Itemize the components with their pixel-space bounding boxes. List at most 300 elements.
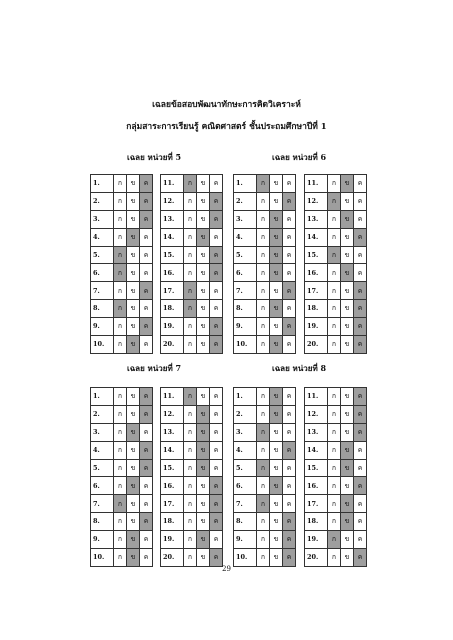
table-row	[305, 405, 367, 423]
correct-answer-cell: ค	[354, 318, 367, 336]
question-number: 18.	[161, 300, 184, 318]
page-number: 29	[222, 565, 231, 573]
question-number: 17.	[161, 282, 184, 300]
correct-answer-cell: ค	[210, 477, 223, 495]
option-cell: ค	[354, 495, 367, 513]
table-row	[234, 300, 296, 318]
table-row	[161, 192, 223, 210]
table-row	[161, 549, 223, 567]
option-cell: ข	[341, 300, 354, 318]
table-row	[305, 318, 367, 336]
correct-answer-cell: ข	[270, 388, 283, 406]
question-number: 15.	[161, 246, 184, 264]
option-cell: ค	[210, 405, 223, 423]
option-cell: ก	[184, 495, 197, 513]
correct-answer-cell: ก	[114, 495, 127, 513]
question-number: 4.	[234, 441, 257, 459]
option-cell: ข	[341, 423, 354, 441]
option-cell: ข	[341, 192, 354, 210]
table-row	[91, 459, 153, 477]
option-cell: ข	[341, 246, 354, 264]
table-row	[161, 210, 223, 228]
question-number: 19.	[305, 531, 328, 549]
doc-title-line1: เฉลยข้อสอบพัฒนาทักษะการคิดวิเคราะห์	[152, 100, 301, 110]
table-row	[305, 441, 367, 459]
correct-answer-cell: ก	[184, 282, 197, 300]
option-cell: ก	[257, 192, 270, 210]
correct-answer-cell: ก	[328, 246, 341, 264]
correct-answer-cell: ข	[341, 175, 354, 193]
table-row	[234, 246, 296, 264]
option-cell: ค	[283, 495, 296, 513]
option-cell: ข	[127, 300, 140, 318]
question-number: 9.	[91, 318, 114, 336]
option-cell: ข	[197, 549, 210, 567]
table-row	[234, 513, 296, 531]
correct-answer-cell: ข	[197, 423, 210, 441]
table-row	[305, 459, 367, 477]
option-cell: ข	[270, 175, 283, 193]
answer-table-unit6-col1	[233, 174, 296, 354]
option-cell: ก	[328, 264, 341, 282]
answer-table-unit8-col1	[233, 387, 296, 567]
option-cell: ค	[283, 405, 296, 423]
table-row	[234, 175, 296, 193]
option-cell: ข	[341, 531, 354, 549]
option-cell: ข	[270, 549, 283, 567]
correct-answer-cell: ข	[341, 513, 354, 531]
question-number: 3.	[91, 210, 114, 228]
question-number: 8.	[91, 513, 114, 531]
option-cell: ค	[210, 282, 223, 300]
option-cell: ก	[328, 282, 341, 300]
question-number: 8.	[234, 513, 257, 531]
correct-answer-cell: ข	[270, 246, 283, 264]
table-row	[305, 282, 367, 300]
table-row	[305, 175, 367, 193]
table-row	[161, 423, 223, 441]
correct-answer-cell: ข	[197, 531, 210, 549]
option-cell: ข	[127, 192, 140, 210]
correct-answer-cell: ข	[127, 531, 140, 549]
option-cell: ก	[114, 175, 127, 193]
question-number: 17.	[305, 282, 328, 300]
option-cell: ค	[283, 459, 296, 477]
unit-title-5: เฉลย หน่วยที่ 5	[127, 152, 182, 162]
correct-answer-cell: ข	[270, 477, 283, 495]
question-number: 20.	[161, 336, 184, 354]
option-cell: ก	[114, 405, 127, 423]
option-cell: ก	[257, 549, 270, 567]
table-row	[305, 549, 367, 567]
table-row	[234, 318, 296, 336]
table-row	[161, 175, 223, 193]
option-cell: ค	[210, 441, 223, 459]
table-row	[305, 228, 367, 246]
question-number: 2.	[91, 405, 114, 423]
option-cell: ค	[210, 423, 223, 441]
correct-answer-cell: ข	[127, 228, 140, 246]
unit-title-6: เฉลย หน่วยที่ 6	[272, 152, 327, 162]
option-cell: ก	[257, 210, 270, 228]
option-cell: ค	[140, 228, 153, 246]
table-row	[234, 264, 296, 282]
question-number: 17.	[161, 495, 184, 513]
option-cell: ค	[210, 228, 223, 246]
correct-answer-cell: ก	[114, 246, 127, 264]
correct-answer-cell: ข	[127, 477, 140, 495]
question-number: 17.	[305, 495, 328, 513]
table-row	[91, 477, 153, 495]
correct-answer-cell: ค	[354, 228, 367, 246]
option-cell: ข	[341, 318, 354, 336]
option-cell: ก	[184, 192, 197, 210]
option-cell: ข	[197, 264, 210, 282]
correct-answer-cell: ข	[270, 264, 283, 282]
table-row	[91, 495, 153, 513]
option-cell: ค	[354, 513, 367, 531]
question-number: 7.	[91, 282, 114, 300]
question-number: 2.	[234, 405, 257, 423]
table-row	[234, 495, 296, 513]
question-number: 1.	[234, 388, 257, 406]
question-number: 16.	[161, 477, 184, 495]
option-cell: ค	[283, 246, 296, 264]
table-row	[91, 210, 153, 228]
question-number: 7.	[234, 495, 257, 513]
option-cell: ข	[127, 175, 140, 193]
question-number: 4.	[91, 228, 114, 246]
option-cell: ก	[114, 388, 127, 406]
question-number: 13.	[161, 210, 184, 228]
question-number: 18.	[305, 513, 328, 531]
question-number: 8.	[91, 300, 114, 318]
correct-answer-cell: ค	[210, 549, 223, 567]
option-cell: ข	[270, 192, 283, 210]
option-cell: ข	[127, 246, 140, 264]
correct-answer-cell: ก	[328, 192, 341, 210]
correct-answer-cell: ข	[127, 423, 140, 441]
option-cell: ก	[114, 549, 127, 567]
option-cell: ค	[354, 459, 367, 477]
option-cell: ข	[197, 210, 210, 228]
correct-answer-cell: ค	[354, 388, 367, 406]
option-cell: ก	[184, 405, 197, 423]
option-cell: ค	[354, 210, 367, 228]
option-cell: ก	[184, 423, 197, 441]
question-number: 3.	[234, 423, 257, 441]
question-number: 10.	[91, 549, 114, 567]
option-cell: ก	[328, 300, 341, 318]
table-row	[305, 210, 367, 228]
correct-answer-cell: ค	[140, 405, 153, 423]
option-cell: ก	[114, 210, 127, 228]
question-number: 16.	[305, 477, 328, 495]
option-cell: ข	[197, 300, 210, 318]
correct-answer-cell: ก	[184, 388, 197, 406]
option-cell: ค	[140, 495, 153, 513]
correct-answer-cell: ค	[210, 513, 223, 531]
doc-title-line2: กลุ่มสาระการเรียนรู้ คณิตศาสตร์ ชั้นประถมศึกษาปีที่ 1	[126, 122, 327, 132]
table-row	[305, 300, 367, 318]
table-row	[234, 192, 296, 210]
option-cell: ข	[270, 441, 283, 459]
question-number: 14.	[305, 441, 328, 459]
question-number: 20.	[305, 336, 328, 354]
option-cell: ค	[140, 531, 153, 549]
option-cell: ค	[140, 423, 153, 441]
table-row	[305, 264, 367, 282]
correct-answer-cell: ข	[270, 405, 283, 423]
table-row	[234, 531, 296, 549]
table-row	[234, 210, 296, 228]
option-cell: ก	[184, 531, 197, 549]
option-cell: ก	[184, 318, 197, 336]
question-number: 15.	[305, 459, 328, 477]
correct-answer-cell: ค	[354, 405, 367, 423]
table-row	[161, 495, 223, 513]
option-cell: ก	[184, 549, 197, 567]
question-number: 14.	[161, 441, 184, 459]
correct-answer-cell: ก	[328, 531, 341, 549]
table-row	[91, 549, 153, 567]
table-row	[161, 300, 223, 318]
question-number: 11.	[161, 175, 184, 193]
correct-answer-cell: ค	[283, 441, 296, 459]
question-number: 18.	[161, 513, 184, 531]
option-cell: ข	[270, 282, 283, 300]
correct-answer-cell: ก	[257, 459, 270, 477]
option-cell: ข	[341, 549, 354, 567]
correct-answer-cell: ค	[354, 300, 367, 318]
correct-answer-cell: ก	[184, 175, 197, 193]
option-cell: ค	[283, 388, 296, 406]
question-number: 5.	[91, 246, 114, 264]
table-row	[91, 192, 153, 210]
table-row	[91, 246, 153, 264]
question-number: 7.	[91, 495, 114, 513]
table-row	[161, 228, 223, 246]
question-number: 1.	[234, 175, 257, 193]
option-cell: ข	[197, 246, 210, 264]
question-number: 6.	[234, 477, 257, 495]
unit-title-7: เฉลย หน่วยที่ 7	[127, 363, 182, 373]
question-number: 20.	[305, 549, 328, 567]
correct-answer-cell: ค	[140, 175, 153, 193]
question-number: 15.	[161, 459, 184, 477]
correct-answer-cell: ข	[270, 210, 283, 228]
question-number: 14.	[161, 228, 184, 246]
table-row	[161, 336, 223, 354]
question-number: 10.	[234, 549, 257, 567]
option-cell: ค	[354, 246, 367, 264]
option-cell: ก	[114, 531, 127, 549]
option-cell: ก	[184, 441, 197, 459]
option-cell: ก	[257, 264, 270, 282]
correct-answer-cell: ข	[341, 459, 354, 477]
correct-answer-cell: ค	[283, 192, 296, 210]
question-number: 8.	[234, 300, 257, 318]
table-row	[234, 459, 296, 477]
table-row	[91, 405, 153, 423]
option-cell: ข	[127, 264, 140, 282]
option-cell: ก	[257, 477, 270, 495]
option-cell: ก	[328, 388, 341, 406]
option-cell: ข	[270, 318, 283, 336]
option-cell: ข	[197, 318, 210, 336]
question-number: 2.	[234, 192, 257, 210]
option-cell: ข	[341, 477, 354, 495]
option-cell: ข	[197, 175, 210, 193]
correct-answer-cell: ข	[270, 336, 283, 354]
question-number: 18.	[305, 300, 328, 318]
table-row	[91, 228, 153, 246]
option-cell: ค	[140, 549, 153, 567]
option-cell: ค	[210, 175, 223, 193]
option-cell: ค	[140, 246, 153, 264]
option-cell: ก	[257, 531, 270, 549]
option-cell: ก	[257, 388, 270, 406]
option-cell: ก	[184, 246, 197, 264]
option-cell: ก	[328, 210, 341, 228]
option-cell: ก	[114, 228, 127, 246]
correct-answer-cell: ค	[283, 531, 296, 549]
table-row	[91, 300, 153, 318]
table-row	[234, 423, 296, 441]
question-number: 6.	[234, 264, 257, 282]
option-cell: ก	[114, 477, 127, 495]
question-number: 2.	[91, 192, 114, 210]
table-row	[305, 513, 367, 531]
correct-answer-cell: ข	[341, 495, 354, 513]
option-cell: ข	[197, 282, 210, 300]
correct-answer-cell: ค	[354, 549, 367, 567]
option-cell: ค	[210, 300, 223, 318]
option-cell: ก	[184, 228, 197, 246]
option-cell: ค	[283, 175, 296, 193]
option-cell: ก	[328, 175, 341, 193]
option-cell: ข	[341, 336, 354, 354]
option-cell: ก	[257, 282, 270, 300]
option-cell: ก	[257, 405, 270, 423]
option-cell: ข	[197, 336, 210, 354]
question-number: 9.	[234, 531, 257, 549]
option-cell: ข	[127, 459, 140, 477]
option-cell: ก	[184, 459, 197, 477]
option-cell: ข	[341, 282, 354, 300]
table-row	[305, 192, 367, 210]
option-cell: ก	[328, 513, 341, 531]
question-number: 13.	[305, 210, 328, 228]
option-cell: ค	[283, 228, 296, 246]
option-cell: ข	[270, 459, 283, 477]
option-cell: ค	[210, 459, 223, 477]
option-cell: ก	[328, 477, 341, 495]
answer-table-unit7-col2	[160, 387, 223, 567]
correct-answer-cell: ข	[197, 405, 210, 423]
option-cell: ก	[257, 300, 270, 318]
option-cell: ก	[257, 228, 270, 246]
correct-answer-cell: ค	[283, 513, 296, 531]
option-cell: ข	[341, 388, 354, 406]
question-number: 5.	[234, 246, 257, 264]
question-number: 11.	[161, 388, 184, 406]
option-cell: ก	[257, 441, 270, 459]
answer-table-unit5-col2	[160, 174, 223, 354]
option-cell: ข	[341, 405, 354, 423]
correct-answer-cell: ค	[283, 318, 296, 336]
table-row	[305, 423, 367, 441]
option-cell: ก	[257, 336, 270, 354]
table-row	[305, 531, 367, 549]
option-cell: ข	[127, 441, 140, 459]
option-cell: ก	[328, 423, 341, 441]
option-cell: ข	[197, 513, 210, 531]
correct-answer-cell: ค	[354, 282, 367, 300]
option-cell: ก	[328, 405, 341, 423]
correct-answer-cell: ก	[257, 495, 270, 513]
question-number: 20.	[161, 549, 184, 567]
correct-answer-cell: ก	[257, 423, 270, 441]
correct-answer-cell: ข	[197, 228, 210, 246]
correct-answer-cell: ค	[210, 495, 223, 513]
correct-answer-cell: ค	[210, 192, 223, 210]
option-cell: ค	[283, 336, 296, 354]
question-number: 12.	[305, 192, 328, 210]
correct-answer-cell: ค	[283, 549, 296, 567]
option-cell: ค	[283, 477, 296, 495]
correct-answer-cell: ค	[283, 282, 296, 300]
option-cell: ข	[127, 495, 140, 513]
question-number: 11.	[305, 175, 328, 193]
option-cell: ค	[210, 388, 223, 406]
question-number: 10.	[234, 336, 257, 354]
option-cell: ค	[283, 423, 296, 441]
correct-answer-cell: ค	[210, 210, 223, 228]
option-cell: ก	[328, 441, 341, 459]
option-cell: ก	[328, 495, 341, 513]
option-cell: ข	[270, 513, 283, 531]
table-row	[161, 441, 223, 459]
question-number: 12.	[305, 405, 328, 423]
correct-answer-cell: ค	[140, 192, 153, 210]
question-number: 3.	[234, 210, 257, 228]
option-cell: ก	[184, 477, 197, 495]
option-cell: ก	[328, 459, 341, 477]
correct-answer-cell: ค	[354, 423, 367, 441]
question-number: 19.	[161, 531, 184, 549]
table-row	[234, 388, 296, 406]
correct-answer-cell: ข	[127, 549, 140, 567]
option-cell: ค	[354, 531, 367, 549]
correct-answer-cell: ค	[210, 336, 223, 354]
table-row	[161, 282, 223, 300]
option-cell: ก	[257, 318, 270, 336]
option-cell: ก	[114, 423, 127, 441]
correct-answer-cell: ค	[210, 264, 223, 282]
option-cell: ก	[184, 210, 197, 228]
correct-answer-cell: ข	[270, 300, 283, 318]
correct-answer-cell: ข	[127, 336, 140, 354]
question-number: 6.	[91, 264, 114, 282]
answer-table-unit8-col2	[304, 387, 367, 567]
table-row	[91, 441, 153, 459]
correct-answer-cell: ข	[197, 459, 210, 477]
table-row	[91, 423, 153, 441]
question-number: 19.	[305, 318, 328, 336]
table-row	[305, 388, 367, 406]
correct-answer-cell: ค	[210, 246, 223, 264]
